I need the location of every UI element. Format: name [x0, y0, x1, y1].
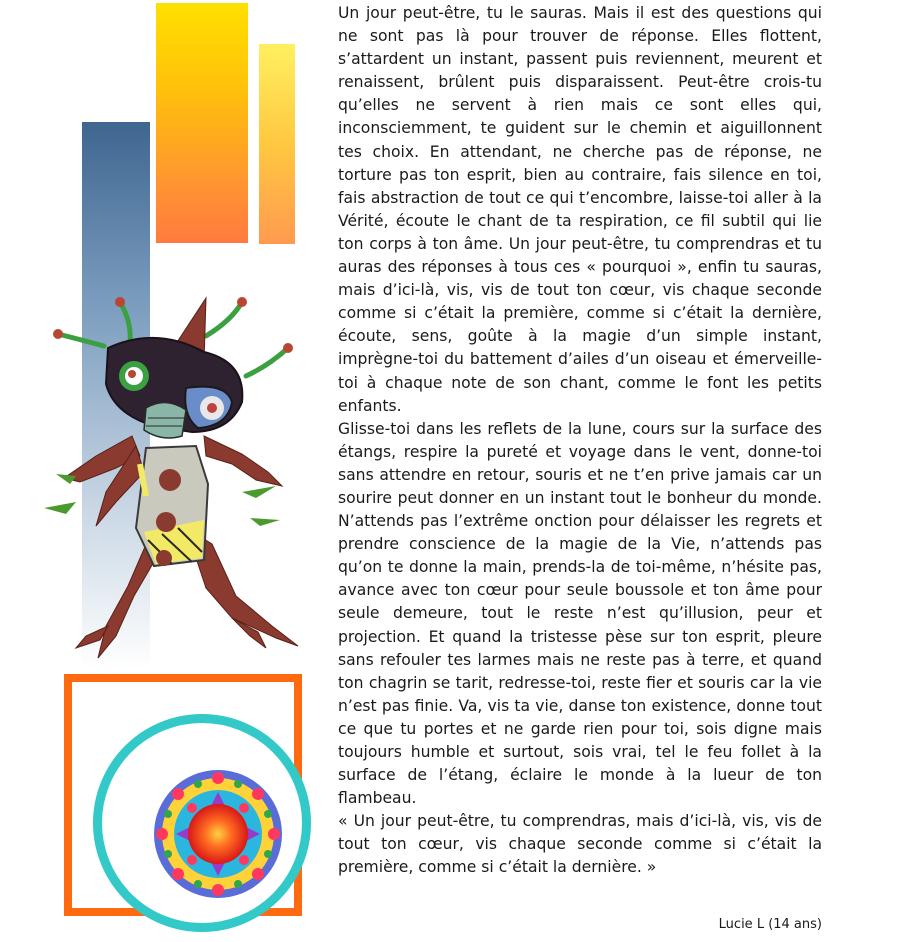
author-signature: Lucie L (14 ans) [718, 917, 822, 932]
figure-mouth [144, 402, 186, 438]
figure-eye-left [119, 361, 149, 391]
paragraph-quote: « Un jour peut-être, tu comprendras, mais d’ici-là, vis, vis de tout ton cœur, vis chaque seconde comme si c’était la première, comme si c’était la dernière. » [338, 812, 822, 877]
orange-gradient-bar-small [259, 44, 295, 244]
paragraph-1: Un jour peut-être, tu le sauras. Mais il est des questions qui ne sont pas là pour trouver de réponse. Elles flottent, s’attardent un instant, passent puis reviennent, meurent et renaissent, brûlent puis disparaissent. Peut-être crois-tu qu’elles ne servent à rien mais ce sont elles qui, inconsciemment, te guident sur le chemin et aiguillonnent tes choix. En attendant, ne cherche pas de réponse, ne torture pas ton esprit, bien au contraire, fais silence en toi, fais abstraction de tout ce qui t’encombre, laisse-toi aller à la Vérité, écoute le chant de ta respiration, ce fil subtil qui lie ton corps à ton âme. Un jour peut-être, tu comprendras et tu auras des réponses à tous ces « pourquoi », enfin tu sauras, mais d’ici-là, vis, vis de tout ton cœur, vis chaque seconde comme si c’était la première, comme si c’était la dernière, écoute, sens, goûte à la magie d’un simple instant, imprègne-toi du battement d’ailes d’un oiseau et émerveille-toi à chaque note de son chant, comme le font les petits enfants. [338, 4, 822, 415]
collage-figure-illustration [36, 296, 306, 676]
mandala-artwork [152, 768, 284, 900]
orange-gradient-bar-large [156, 3, 248, 243]
paragraph-2: Glisse-toi dans les reflets de la lune, cours sur la surface des étangs, respire la pureté et voyage dans le vent, donne-toi sans attendre en retour, souris et ne t’en prive jamais car un sourire peut donner en un instant tout le bonheur du monde. N’attends pas l’extrême onction pour délaisser les regrets et prendre conscience de la magie de la Vie, n’attends pas qu’on te donne la main, prends-la de toi-même, n’hésite pas, avance avec ton cœur pour seule boussole et ton âme pour seule demeure, tout le reste n’est qu’illusion, peur et projection. Et quand la tristesse pèse sur ton esprit, pleure sans refouler tes larmes mais ne reste pas à terre, et quand ton chagrin se tarit, redresse-toi, reste fier et souris car la vie n’est pas finie. Va, vis ta vie, danse ton existence, donne tout ce que tu portes et ne garde rien pour toi, sois digne mais toujours humble et surtout, sois vrai, tel le feu follet à la surface de l’étang, éclaire le monde à la lueur de ton flambeau. [338, 419, 822, 808]
figure-eye-right [200, 396, 224, 420]
article-text [338, 2, 822, 880]
